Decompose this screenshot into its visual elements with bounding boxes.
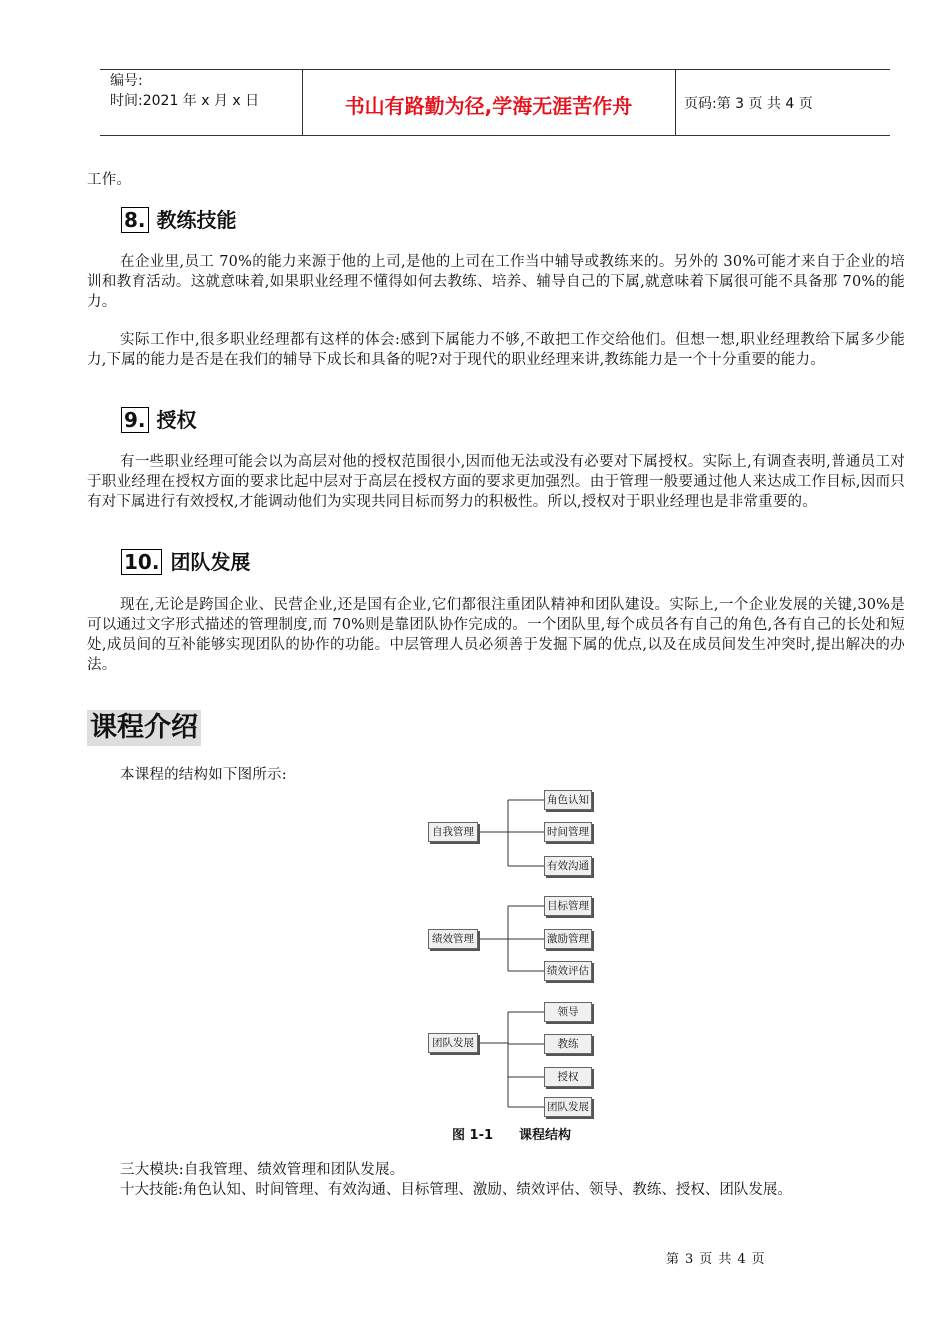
figure-caption-number: 图 1-1 xyxy=(452,1128,494,1143)
course-heading: 课程介绍 xyxy=(87,710,201,746)
summary-modules: 三大模块:自我管理、绩效管理和团队发展。 xyxy=(120,1162,405,1178)
section-heading-9 xyxy=(121,406,197,434)
section-number: 10. xyxy=(121,549,162,575)
diagram-node-performance-evaluation: 绩效评估 xyxy=(544,961,592,981)
section-number: 9. xyxy=(121,407,149,433)
diagram-node-effective-communication: 有效沟通 xyxy=(544,856,592,876)
header-top-rule xyxy=(100,69,890,70)
header-page-info: 页码:第 3 页 共 4 页 xyxy=(684,96,813,112)
intro-fragment: 工作。 xyxy=(87,172,132,188)
section-title: 教练技能 xyxy=(156,208,237,232)
footer-ye: 页 xyxy=(699,1252,713,1267)
section-title: 团队发展 xyxy=(170,550,251,574)
diagram-node-leadership: 领导 xyxy=(544,1002,592,1022)
course-lead: 本课程的结构如下图所示: xyxy=(120,767,287,783)
footer-gong: 共 xyxy=(718,1252,732,1267)
diagram-node-time-management: 时间管理 xyxy=(544,822,592,842)
diagram-node-role-awareness: 角色认知 xyxy=(544,790,592,810)
diagram-node-self-management: 自我管理 xyxy=(428,822,478,842)
section-heading-10 xyxy=(121,548,250,576)
diagram-node-incentive-management: 激励管理 xyxy=(544,929,592,949)
footer-total-pages: 4 xyxy=(737,1252,746,1267)
header-divider-right xyxy=(675,70,676,135)
section-8-paragraph-1: 在企业里,员工 70%的能力来源于他的上司,是他的上司在工作当中辅导或教练来的。另外的 30%可能才来自于企业的培训和教育活动。这就意味着,如果职业经理不懂得如何去教练、培养、辅导自己的下属,就意味着下属很可能不具备那 70%的能力。 xyxy=(87,254,905,310)
section-heading-8 xyxy=(121,206,237,234)
footer-di: 第 xyxy=(666,1252,680,1267)
footer-ye-2: 页 xyxy=(751,1252,765,1267)
figure-caption-title: 课程结构 xyxy=(519,1128,572,1143)
diagram-node-goal-management: 目标管理 xyxy=(544,896,592,916)
section-10-paragraph-1: 现在,无论是跨国企业、民营企业,还是国有企业,它们都很注重团队精神和团队建设。实际上,一个企业发展的关键,30%是可以通过文字形式描述的管理制度,而 70%则是靠团队协作完成的。一个团队里,每个成员各有自己的角色,各有自己的长处和短处,成员间的互补能够实现团队的协作的功能。中层管理人员必须善于发掘下属的优点,以及在成员间发生冲突时,提出解决的办法。 xyxy=(87,597,905,673)
diagram-node-team-development-skill: 团队发展 xyxy=(544,1097,592,1117)
header-motto: 书山有路勤为径,学海无涯苦作舟 xyxy=(344,94,633,118)
diagram-node-coaching: 教练 xyxy=(544,1034,592,1054)
footer-page-number: 3 xyxy=(685,1252,694,1267)
page-footer xyxy=(663,1248,768,1267)
section-number: 8. xyxy=(121,207,149,233)
diagram-node-team-development: 团队发展 xyxy=(428,1033,478,1053)
section-title: 授权 xyxy=(156,408,197,432)
header-time-label: 时间:2021 年 x 月 x 日 xyxy=(110,93,260,109)
diagram-node-delegation: 授权 xyxy=(544,1067,592,1087)
header-bottom-rule xyxy=(100,135,890,136)
summary-skills: 十大技能:角色认知、时间管理、有效沟通、目标管理、激励、绩效评估、领导、教练、授权、团队发展。 xyxy=(120,1182,792,1198)
header-number-label: 编号: xyxy=(110,73,143,89)
diagram-node-performance-management: 绩效管理 xyxy=(428,929,478,949)
section-9-paragraph-1: 有一些职业经理可能会以为高层对他的授权范围很小,因而他无法或没有必要对下属授权。实际上,有调查表明,普通员工对于职业经理在授权方面的要求比起中层对于高层在授权方面的要求更加强烈。由于管理一般要通过他人来达成工作目标,因而只有对下属进行有效授权,才能调动他们为实现共同目标而努力的积极性。所以,授权对于职业经理也是非常重要的。 xyxy=(87,454,905,510)
section-8-paragraph-2: 实际工作中,很多职业经理都有这样的体会:感到下属能力不够,不敢把工作交给他们。但想一想,职业经理教给下属多少能力,下属的能力是否是在我们的辅导下成长和具备的呢?对于现代的职业经理来讲,教练能力是一个十分重要的能力。 xyxy=(87,332,905,368)
